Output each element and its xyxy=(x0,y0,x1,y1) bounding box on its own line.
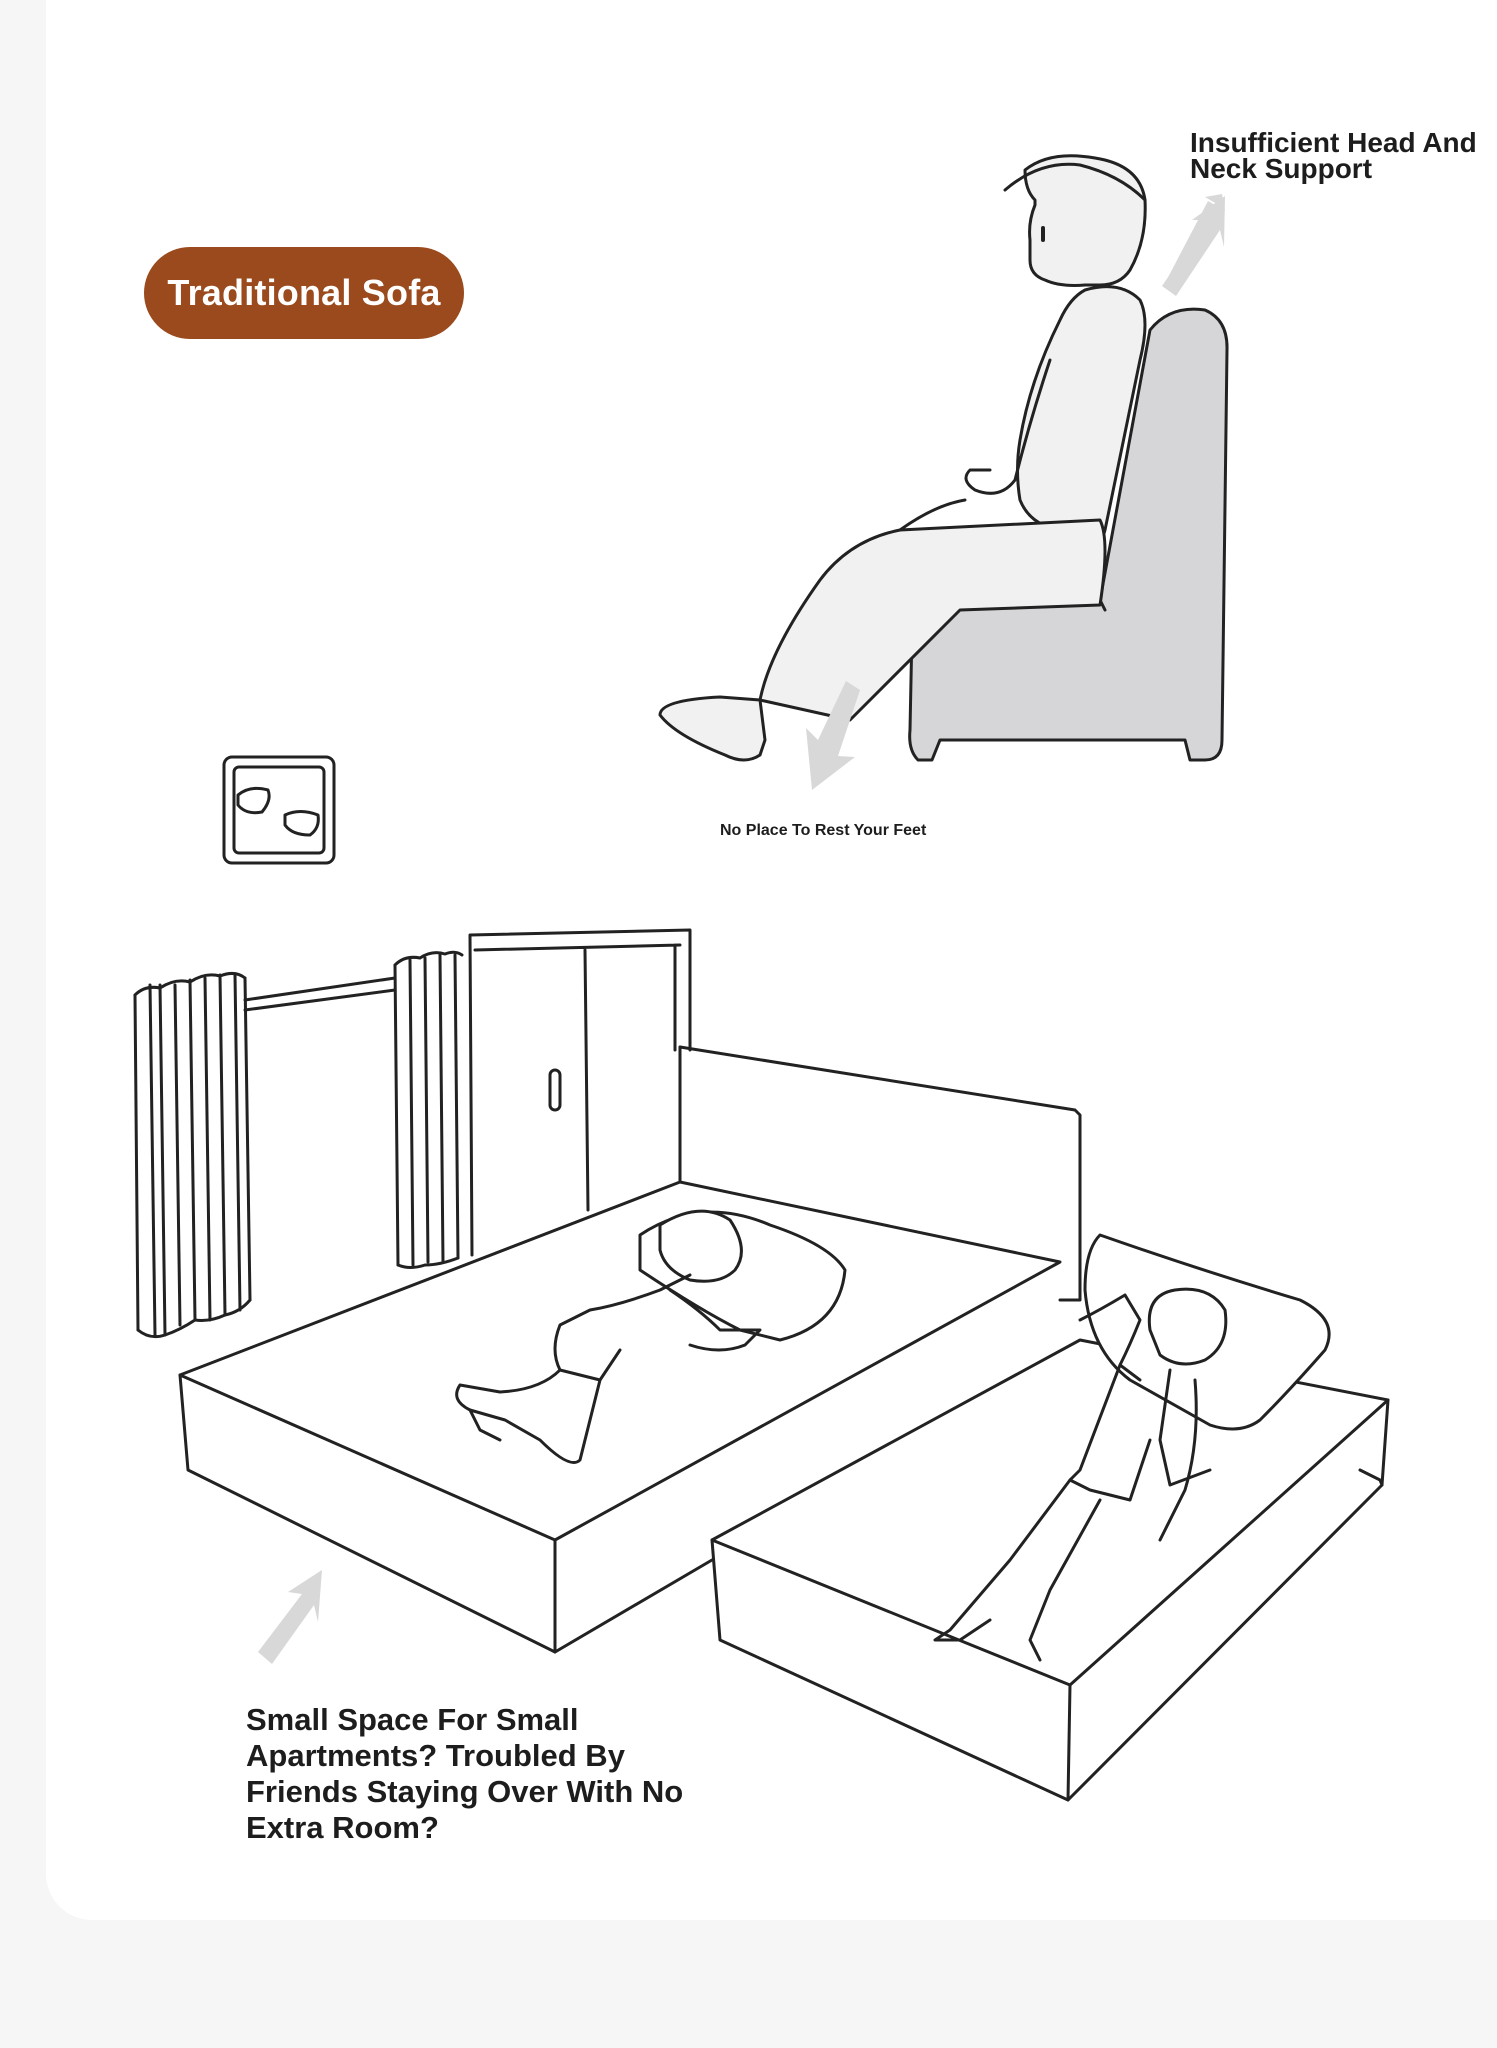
feet-rest-label: No Place To Rest Your Feet xyxy=(720,822,927,839)
head-support-label: Insufficient Head And Neck Support xyxy=(1190,127,1477,184)
traditional-sofa-badge xyxy=(144,247,464,339)
badge-label: Traditional Sofa xyxy=(167,272,441,313)
small-space-caption: Small Space For Small Apartments? Troubled By Friends Staying Over With No Extra Room? xyxy=(246,1702,684,1845)
trundle-bed xyxy=(712,1340,1388,1800)
wall-outlet-icon xyxy=(224,757,334,863)
window-curtains xyxy=(135,952,462,1336)
